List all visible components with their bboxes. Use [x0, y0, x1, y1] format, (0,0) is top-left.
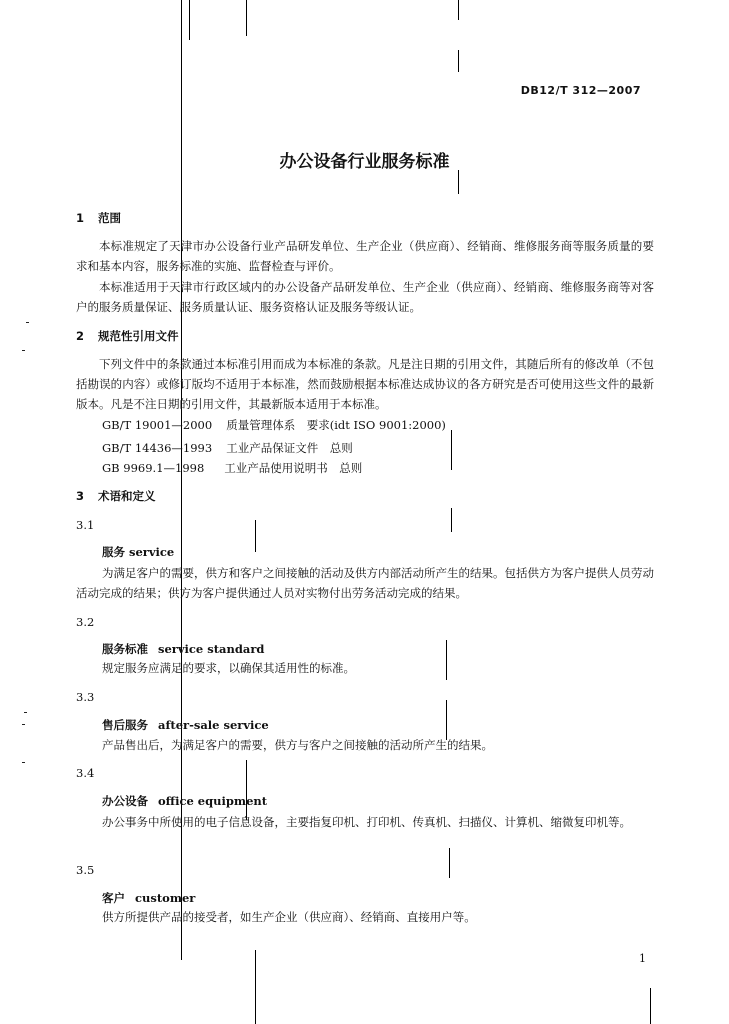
- scan-artifact-line: [246, 0, 247, 36]
- scan-speck: [22, 724, 25, 725]
- term-number: 3.5: [76, 863, 95, 877]
- term-title: [102, 641, 264, 657]
- reference-code: GB/T 19001—2000: [102, 418, 213, 432]
- scan-speck: [24, 712, 27, 713]
- term-zh: 售后服务: [102, 718, 148, 732]
- scan-artifact-line: [451, 430, 452, 470]
- term-en: service: [129, 545, 175, 559]
- section-heading-terms: [76, 488, 156, 504]
- term-number: 3.2: [76, 615, 95, 629]
- section-number: 3: [76, 489, 85, 503]
- scan-artifact-line: [446, 700, 447, 740]
- standard-code: DB12/T 312—2007: [520, 84, 641, 97]
- scan-artifact-line: [189, 0, 190, 40]
- term-zh: 服务: [102, 545, 125, 559]
- term-en: office equipment: [158, 794, 268, 808]
- term-title: [102, 717, 269, 733]
- page-number: 1: [639, 952, 646, 965]
- term-title: [102, 793, 267, 809]
- term-title: [102, 890, 195, 906]
- page-title: 办公设备行业服务标准: [279, 152, 450, 172]
- scan-artifact-line: [255, 950, 256, 1024]
- scan-artifact-line: [246, 760, 247, 820]
- term-en: service standard: [158, 642, 265, 656]
- reference-item: [102, 460, 362, 476]
- scan-artifact-line: [458, 170, 459, 194]
- scan-artifact-line: [255, 520, 256, 552]
- section-heading-normative-refs: [76, 328, 179, 344]
- section-title: 术语和定义: [98, 489, 156, 503]
- scan-artifact-line: [449, 848, 450, 878]
- reference-code: GB/T 14436—1993: [102, 441, 213, 455]
- term-zh: 客户: [102, 891, 125, 905]
- term-en: after-sale service: [158, 718, 269, 732]
- section-title: 范围: [98, 211, 121, 225]
- term-zh: 办公设备: [102, 794, 148, 808]
- reference-item: [102, 440, 353, 456]
- section-number: 2: [76, 329, 85, 343]
- term-title: [102, 544, 174, 560]
- normative-refs-intro: 下列文件中的条款通过本标准引用而成为本标准的条款。凡是注日期的引用文件，其随后所有的修改单（不包括勘误的内容）或修订版均不适用于本标准，然而鼓励根据本标准达成协议的各方研究是否可使用这些文件的最新版本。凡是不注日期的引用文件，其最新版本适用于本标准。: [76, 357, 654, 411]
- reference-name: 工业产品使用说明书 总则: [224, 461, 363, 475]
- term-definition: 规定服务应满足的要求，以确保其适用性的标准。: [102, 661, 355, 675]
- scan-speck: [26, 322, 29, 323]
- scan-speck: [22, 350, 25, 351]
- section-number: 1: [76, 211, 85, 225]
- reference-name: 质量管理体系 要求(idt ISO 9001:2000): [226, 418, 446, 432]
- term-number: 3.3: [76, 690, 95, 704]
- term-zh: 服务标准: [102, 642, 148, 656]
- scope-paragraph-1: 本标准规定了天津市办公设备行业产品研发单位、生产企业（供应商）、经销商、维修服务商等服务质量的要求和基本内容，服务标准的实施、监督检查与评价。: [76, 239, 654, 273]
- scope-paragraph-2: 本标准适用于天津市行政区域内的办公设备产品研发单位、生产企业（供应商）、经销商、维修服务商等对客户的服务质量保证、服务质量认证、服务资格认证及服务等级认证。: [76, 280, 654, 314]
- scan-artifact-line: [458, 50, 459, 72]
- scan-artifact-line: [650, 988, 651, 1024]
- reference-code: GB 9969.1—1998: [102, 461, 205, 475]
- section-title: 规范性引用文件: [98, 329, 179, 343]
- term-definition: 办公事务中所使用的电子信息设备，主要指复印机、打印机、传真机、扫描仪、计算机、缩微复印机等。: [102, 815, 631, 829]
- section-heading-scope: [76, 210, 121, 226]
- reference-item: [102, 417, 446, 433]
- term-number: 3.1: [76, 518, 95, 532]
- term-en: customer: [135, 891, 196, 905]
- term-definition: 产品售出后，为满足客户的需要，供方与客户之间接触的活动所产生的结果。: [102, 738, 493, 752]
- scan-artifact-line: [451, 508, 452, 532]
- scan-speck: [22, 762, 25, 763]
- term-number: 3.4: [76, 766, 95, 780]
- reference-name: 工业产品保证文件 总则: [226, 441, 353, 455]
- scan-artifact-line: [458, 0, 459, 20]
- term-definition: 供方所提供产品的接受者，如生产企业（供应商）、经销商、直接用户等。: [102, 910, 476, 924]
- term-definition: 为满足客户的需要，供方和客户之间接触的活动及供方内部活动所产生的结果。包括供方为客户提供人员劳动活动完成的结果；供方为客户提供通过人员对实物付出劳务活动完成的结果。: [76, 566, 654, 600]
